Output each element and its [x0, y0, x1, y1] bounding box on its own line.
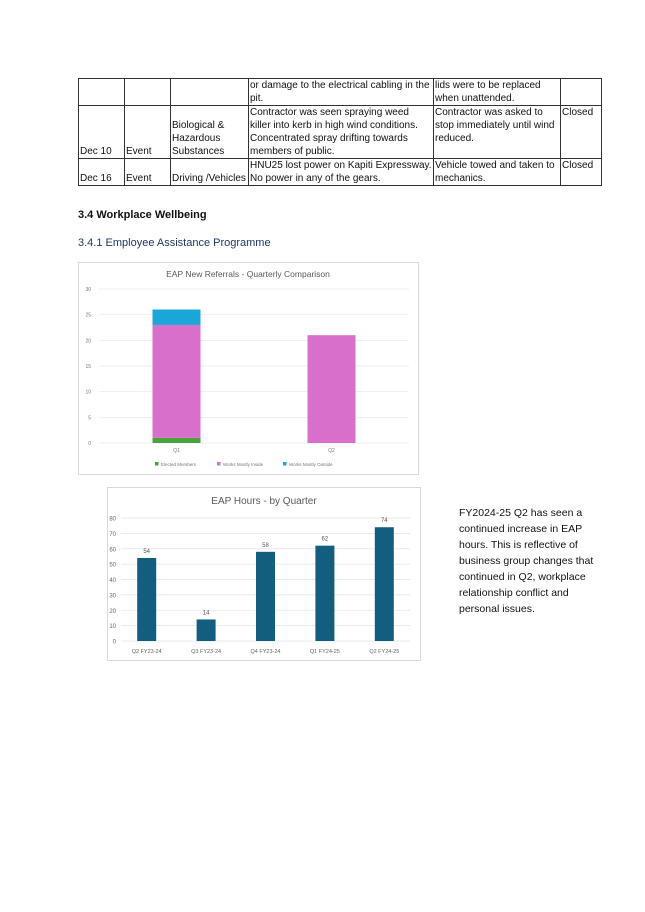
cell-description: Contractor was seen spraying weed killer into kerb in high wind conditions. Concentrated spray drifting towards members of public.	[249, 106, 434, 159]
table-row	[79, 159, 602, 186]
referrals-chart	[79, 263, 418, 474]
hours-chart	[108, 488, 420, 660]
bar	[315, 546, 334, 641]
legend-swatch	[155, 462, 159, 466]
cell-date	[79, 79, 125, 106]
chart-title: EAP Hours - by Quarter	[211, 496, 317, 507]
y-tick-label: 15	[85, 364, 91, 370]
legend-label: Elected Members	[161, 462, 197, 467]
bar	[375, 527, 394, 641]
x-tick-label: Q4 FY23-24	[250, 649, 281, 655]
bar	[256, 552, 275, 641]
table-row	[79, 79, 602, 106]
y-tick-label: 70	[109, 531, 116, 538]
data-label: 54	[143, 548, 151, 555]
subsection-title: 3.4.1 Employee Assistance Programme	[78, 237, 271, 249]
y-tick-label: 30	[109, 593, 116, 600]
y-tick-label: 10	[109, 624, 116, 631]
y-tick-label: 0	[112, 639, 116, 646]
cell-action: Contractor was asked to stop immediately until wind reduced.	[434, 106, 561, 159]
x-tick-label: Q2 FY24-25	[369, 649, 400, 655]
bar-segment	[153, 438, 201, 443]
incident-table	[78, 78, 602, 186]
x-tick-label: Q1 FY24-25	[309, 649, 340, 655]
cell-date: Dec 10	[79, 106, 125, 159]
cell-action: lids were to be replaced when unattended.	[434, 79, 561, 106]
bar-segment	[153, 325, 201, 438]
legend-label: Works Mostly Outside	[289, 462, 333, 467]
y-tick-label: 20	[109, 608, 116, 615]
bar-segment	[308, 335, 356, 443]
cell-category	[171, 79, 249, 106]
eap-commentary: FY2024-25 Q2 has seen a continued increase in EAP hours. This is reflective of business group changes that continued in Q2, workplace relationship conflict and personal issues.	[459, 507, 594, 615]
section-title: 3.4 Workplace Wellbeing	[78, 209, 207, 221]
table-row	[79, 106, 602, 159]
y-tick-label: 30	[85, 287, 91, 293]
cell-type: Event	[125, 106, 171, 159]
cell-status: Closed	[561, 106, 602, 159]
x-tick-label: Q2	[328, 448, 335, 454]
data-label: 58	[262, 542, 269, 549]
cell-category: Biological & Hazardous Substances	[171, 106, 249, 159]
cell-description: or damage to the electrical cabling in the pit.	[249, 79, 434, 106]
referrals-chart-frame	[78, 262, 419, 475]
data-label: 14	[202, 610, 210, 617]
cell-type: Event	[125, 159, 171, 186]
x-tick-label: Q2 FY23-24	[131, 649, 162, 655]
y-tick-label: 50	[109, 562, 116, 569]
data-label: 62	[321, 536, 329, 543]
y-tick-label: 0	[88, 441, 91, 447]
data-label: 74	[380, 518, 388, 525]
y-tick-label: 40	[109, 578, 116, 584]
cell-date: Dec 16	[79, 159, 125, 186]
cell-action: Vehicle towed and taken to mechanics.	[434, 159, 561, 186]
bar-segment	[153, 310, 201, 325]
y-tick-label: 5	[88, 415, 91, 422]
y-tick-label: 20	[85, 338, 91, 345]
legend-swatch	[283, 462, 287, 466]
cell-description: HNU25 lost power on Kapiti Expressway. No power in any of the gears.	[250, 160, 432, 184]
hours-chart-frame	[107, 487, 421, 661]
cell-category: Driving /Vehicles	[171, 159, 249, 186]
cell-status: Closed	[561, 159, 602, 186]
x-tick-label: Q3 FY23-24	[191, 649, 222, 655]
bar	[197, 619, 216, 641]
y-tick-label: 60	[109, 547, 116, 554]
y-tick-label: 80	[109, 516, 116, 523]
x-tick-label: Q1	[173, 448, 180, 454]
y-tick-label: 10	[85, 389, 91, 396]
legend-label: Works Mostly Inside	[223, 462, 264, 467]
cell-type	[125, 79, 171, 106]
y-tick-label: 25	[85, 312, 91, 319]
cell-status	[561, 79, 602, 106]
bar	[137, 558, 156, 641]
chart-title: EAP New Referrals - Quarterly Comparison	[166, 269, 330, 279]
legend-swatch	[217, 462, 221, 466]
